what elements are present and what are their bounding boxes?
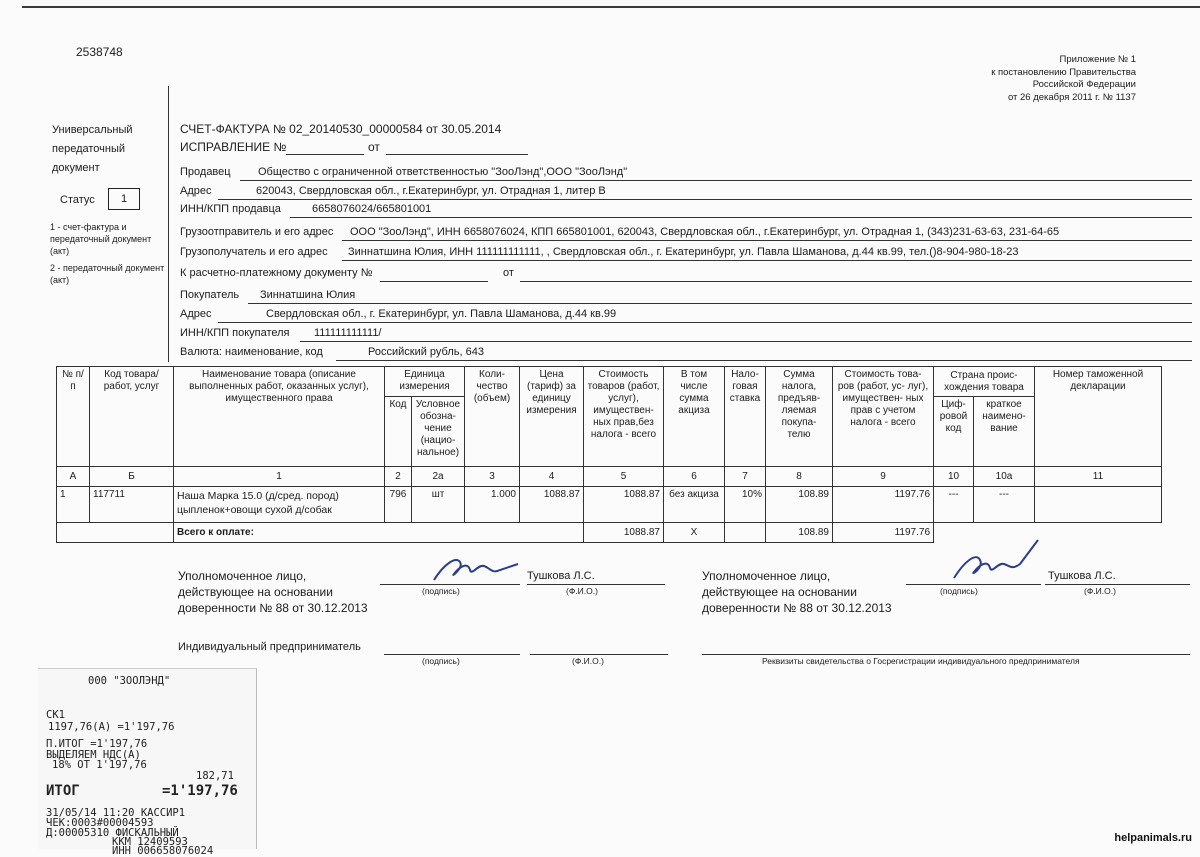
status-legend-2: 2 - передаточный документ (акт) xyxy=(50,263,165,285)
payment-doc-number-line xyxy=(380,281,488,282)
col-name-header: Наименование товара (описание выполненных работ, оказанных услуг), имущественного права xyxy=(174,367,385,467)
payment-doc-date-line xyxy=(520,281,1192,282)
sign-caption-left: (подпись) xyxy=(422,586,460,596)
shipper-line xyxy=(342,240,1192,241)
receipt-total-label: ИТОГ xyxy=(46,783,80,799)
currency-label: Валюта: наименование, код xyxy=(180,346,323,358)
correction-label: ИСПРАВЛЕНИЕ № xyxy=(180,140,287,154)
row-name: Наша Марка 15.0 (д/сред. пород) цыпленок+овощи сухой д/собак xyxy=(174,487,385,523)
entrepreneur-fio-caption: (Ф.И.О.) xyxy=(572,656,604,666)
receipt-line: СК1 xyxy=(46,709,65,721)
entrepreneur-label: Индивидуальный предприниматель xyxy=(178,641,361,653)
buyer-value: Зиннатшина Юлия xyxy=(260,289,356,301)
goods-table xyxy=(56,366,1162,543)
col-unit-header: Единица измерения xyxy=(385,367,465,397)
fio-right: Тушкова Л.С. xyxy=(1048,570,1116,582)
appendix-line: от 26 декабря 2011 г. № 1137 xyxy=(1007,91,1136,103)
total-tax: 108.89 xyxy=(766,523,833,543)
upd-title: Универсальный передаточный документ xyxy=(52,124,133,174)
index-cell: Б xyxy=(90,467,174,487)
row-tax: 108.89 xyxy=(766,487,833,523)
consignee-value: Зиннатшина Юлия, ИНН 111111111111, , Свердловская обл., г. Екатеринбург, ул. Павла Шаманова, д.44 кв.99, тел.()8-904-980-18-23 xyxy=(348,246,1019,258)
total-blank-cell xyxy=(57,523,174,543)
sign-caption-right: (подпись) xyxy=(940,586,978,596)
receipt-line: 18% ОТ 1'197,76 xyxy=(52,759,147,771)
receipt-line: ККМ 12409593 xyxy=(112,836,188,848)
receipt-total-value: =1'197,76 xyxy=(162,783,238,799)
col-qty-header: Коли- чество (объем) xyxy=(465,367,520,467)
authorized-person-right: Уполномоченное лицо, действующее на основании доверенности № 88 от 30.12.2013 xyxy=(702,569,892,615)
buyer-address-value: Свердловская обл., г. Екатеринбург, ул. Павла Шаманова, д.44 кв.99 xyxy=(266,308,617,320)
seller-address-line xyxy=(218,199,1192,200)
col-country-code-header: Циф- ровой код xyxy=(934,397,974,467)
seller-address-value: 620043, Свердловская обл., г.Екатеринбург, ул. Отрадная 1, литер В xyxy=(256,185,606,197)
fio-caption-right: (Ф.И.О.) xyxy=(1084,586,1116,596)
appendix-line: Приложение № 1 xyxy=(1059,54,1136,65)
total-rate-blank xyxy=(725,523,766,543)
appendix-note xyxy=(876,54,1136,104)
index-cell: 6 xyxy=(664,467,725,487)
document-number: 2538748 xyxy=(76,45,123,59)
fio-line-right xyxy=(1045,584,1190,585)
total-label: Всего к оплате: xyxy=(174,523,584,543)
col-tax-header: Сумма налога, предъяв- ляемая покупа- телю xyxy=(766,367,833,467)
total-excise: X xyxy=(664,523,725,543)
index-cell: 9 xyxy=(833,467,934,487)
status-label: Статус xyxy=(60,194,95,206)
index-cell: 3 xyxy=(465,467,520,487)
col-num-header: № п/п xyxy=(57,367,90,467)
seller-inn-label: ИНН/КПП продавца xyxy=(180,203,281,215)
col-cost-header: Стоимость товаров (работ, услуг), имуществен- ных прав,без налога - всего xyxy=(584,367,664,467)
total-sum: 1197.76 xyxy=(833,523,934,543)
index-cell: 10а xyxy=(974,467,1035,487)
buyer-address-line xyxy=(218,322,1192,323)
col-code-header: Код товара/ работ, услуг xyxy=(90,367,174,467)
currency-value: Российский рубль, 643 xyxy=(368,346,484,358)
buyer-inn-line xyxy=(300,341,1192,342)
index-cell: 5 xyxy=(584,467,664,487)
receipt-line: 000 "ЗООЛЭНД" xyxy=(88,675,171,687)
consignee-label: Грузополучатель и его адрес xyxy=(180,246,328,258)
authorized-person-left: Уполномоченное лицо, действующее на основании доверенности № 88 от 30.12.2013 xyxy=(178,569,368,615)
index-cell: А xyxy=(57,467,90,487)
cash-receipt xyxy=(38,668,257,857)
row-num: 1 xyxy=(57,487,90,523)
index-cell: 1 xyxy=(174,467,385,487)
entrepreneur-sign-line xyxy=(384,654,520,655)
buyer-inn-label: ИНН/КПП покупателя xyxy=(180,327,290,339)
signature-left-icon xyxy=(430,552,522,586)
row-country-code: --- xyxy=(934,487,974,523)
receipt-line: ЧЕК:0003#00004593 xyxy=(46,817,154,829)
watermark: helpanimals.ru xyxy=(1114,832,1192,844)
row-customs xyxy=(1035,487,1162,523)
col-unit-sym-header: Условное обозна- чение (нацио- нальное) xyxy=(412,397,465,467)
row-price: 1088.87 xyxy=(520,487,584,523)
payment-doc-label: К расчетно-платежному документу № xyxy=(180,267,373,279)
receipt-line: 31/05/14 11:20 КАССИР1 xyxy=(46,807,186,819)
row-excise: без акциза xyxy=(664,487,725,523)
signature-right-icon xyxy=(950,538,1042,584)
shipper-value: ООО "ЗооЛэнд", ИНН 6658076024, КПП 665801001, 620043, Свердловская обл., г.Екатеринбург, ул. Отрадная 1, (343)231-63-63, 231-64-65 xyxy=(350,226,1060,238)
entrepreneur-sign-caption: (подпись) xyxy=(422,656,460,666)
status-legend-1: 1 - счет-фактура и передаточный документ (акт) xyxy=(50,222,152,256)
table-index-row xyxy=(57,467,1162,487)
status-value: 1 xyxy=(108,188,140,210)
left-divider xyxy=(168,86,169,362)
seller-inn-value: 6658076024/665801001 xyxy=(312,203,432,215)
row-qty: 1.000 xyxy=(465,487,520,523)
row-country-name: --- xyxy=(974,487,1035,523)
col-rate-header: Нало- говая ставка xyxy=(725,367,766,467)
row-cost: 1088.87 xyxy=(584,487,664,523)
col-price-header: Цена (тариф) за единицу измерения xyxy=(520,367,584,467)
col-country-name-header: краткое наимено- вание xyxy=(974,397,1035,467)
currency-line xyxy=(336,360,1192,361)
sign-line-left xyxy=(380,584,520,585)
row-unit-sym: шт xyxy=(412,487,465,523)
registration-line xyxy=(702,654,1190,655)
seller-inn-line xyxy=(290,217,1192,218)
row-total: 1197.76 xyxy=(833,487,934,523)
consignee-line xyxy=(342,260,1192,261)
payment-doc-from-label: от xyxy=(503,267,514,279)
invoice-title: СЧЕТ-ФАКТУРА № 02_20140530_00000584 от 30.05.2014 xyxy=(180,122,502,136)
col-total-header: Стоимость това- ров (работ, ус- луг), имуществен- ных прав с учетом налога - всего xyxy=(833,367,934,467)
row-code: 117711 xyxy=(90,487,174,523)
fio-left: Тушкова Л.С. xyxy=(527,570,595,582)
appendix-line: Российской Федерации xyxy=(1032,79,1136,90)
appendix-line: к постановлению Правительства xyxy=(991,66,1136,78)
correction-number-line xyxy=(286,154,364,155)
col-unit-code-header: Код xyxy=(385,397,412,467)
seller-value: Общество с ограниченной ответственностью "ЗооЛэнд",ООО "ЗооЛэнд" xyxy=(258,166,628,178)
buyer-label: Покупатель xyxy=(180,289,240,301)
table-row xyxy=(57,487,1162,523)
index-cell: 11 xyxy=(1035,467,1162,487)
sign-line-right xyxy=(906,584,1041,585)
entrepreneur-fio-line xyxy=(530,654,668,655)
seller-line xyxy=(240,180,1192,181)
row-rate: 10% xyxy=(725,487,766,523)
buyer-line xyxy=(248,303,1192,304)
row-unit-code: 796 xyxy=(385,487,412,523)
registration-caption: Реквизиты свидетельства о Госрегистрации индивидуального предпринимателя xyxy=(762,656,1080,666)
receipt-line: П.ИТОГ =1'197,76 xyxy=(46,738,148,750)
buyer-address-label: Адрес xyxy=(180,308,212,320)
col-excise-header: В том числе сумма акциза xyxy=(664,367,725,467)
index-cell: 2а xyxy=(412,467,465,487)
receipt-line: Д:00005310 ФИСКАЛЬНЫЙ xyxy=(46,827,179,839)
seller-address-label: Адрес xyxy=(180,185,212,197)
index-cell: 7 xyxy=(725,467,766,487)
receipt-line: 182,71 xyxy=(196,770,234,782)
index-cell: 4 xyxy=(520,467,584,487)
receipt-line: 1197,76(А) =1'197,76 xyxy=(48,721,175,733)
total-cost: 1088.87 xyxy=(584,523,664,543)
fio-caption-left: (Ф.И.О.) xyxy=(566,586,598,596)
col-customs-header: Номер таможенной декларации xyxy=(1035,367,1162,467)
fio-line-left xyxy=(527,584,665,585)
top-border xyxy=(22,6,1200,8)
col-country-header: Страна проис- хождения товара xyxy=(934,367,1035,397)
receipt-line: ИНН 006658076024 xyxy=(112,845,214,857)
index-cell: 8 xyxy=(766,467,833,487)
index-cell: 2 xyxy=(385,467,412,487)
table-header-row xyxy=(57,367,1162,397)
buyer-inn-value: 111111111111/ xyxy=(314,327,382,339)
correction-date-line xyxy=(386,154,528,155)
correction-from-label: от xyxy=(368,140,380,154)
receipt-line: ВЫДЕЛЯЕМ НДС(А) xyxy=(46,749,141,761)
index-cell: 10 xyxy=(934,467,974,487)
shipper-label: Грузоотправитель и его адрес xyxy=(180,226,334,238)
seller-label: Продавец xyxy=(180,166,231,178)
